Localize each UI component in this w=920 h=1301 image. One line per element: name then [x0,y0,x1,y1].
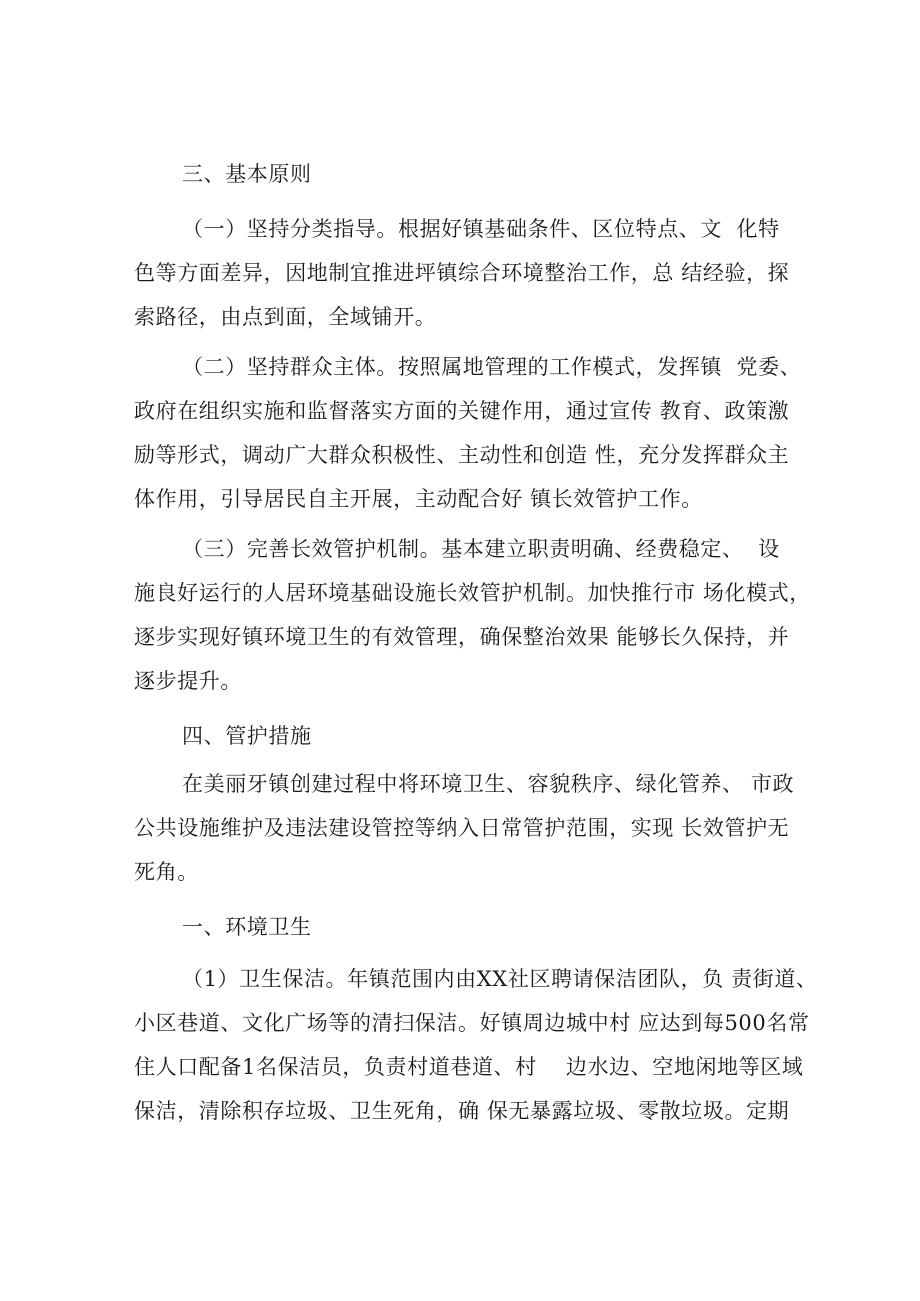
paragraph-line: 政府在组织实施和监督落实方面的关键作用，通过宣传 教育、政策激 [134,399,790,423]
paragraph-line: 色等方面差异，因地制宜推进坪镇综合环境整治工作，总 结经验，探 [134,261,790,285]
paragraph-line: 在美丽牙镇创建过程中将环境卫生、容貌秩序、绿化管养、 市政 [182,772,795,796]
paragraph-line: 死角。 [134,860,199,884]
paragraph-line: 小区巷道、文化广场等的清扫保洁。好镇周边城中村 应达到每500名常 [134,1011,810,1035]
paragraph-line: （三）完善长效管护机制。基本建立职责明确、经费稳定、 设 [182,537,780,561]
paragraph-line: 公共设施维护及违法建设管控等纳入日常管护范围，实现 长效管护无 [134,816,790,840]
paragraph-line: 励等形式，调动广大群众积极性、主动性和创造 性，充分发挥群众主 [134,443,790,467]
paragraph-line: 体作用，引导居民自主开展，主动配合好 镇长效管护工作。 [134,487,703,511]
section-heading-basic-principles: 三、基本原则 [182,162,312,186]
paragraph-line: （1）卫生保洁。年镇范围内由XX社区聘请保洁团队，负 责街道、 [182,967,818,991]
section-heading-management-measures: 四、管护措施 [182,724,312,748]
section-heading-environmental-sanitation: 一、环境卫生 [182,915,312,939]
paragraph-line: 索路径，由点到面，全域铺开。 [134,305,437,329]
paragraph-line: 住人口配备1名保洁员，负责村道巷道、村 边水边、空地闲地等区域 [134,1055,804,1079]
paragraph-line: 施良好运行的人居环境基础设施长效管护机制。加快推行市 场化模式， [134,581,811,605]
paragraph-line: 逐步实现好镇环境卫生的有效管理，确保整治效果 能够长久保持，并 [134,625,790,649]
paragraph-line: 保洁，清除积存垃圾、卫生死角，确 保无暴露垃圾、零散垃圾。定期 [134,1099,790,1123]
paragraph-line: 逐步提升。 [134,669,242,693]
paragraph-line: （二）坚持群众主体。按照属地管理的工作模式，发挥镇 党委、 [182,355,802,379]
paragraph-line: （一）坚持分类指导。根据好镇基础条件、区位特点、文 化特 [182,217,780,241]
